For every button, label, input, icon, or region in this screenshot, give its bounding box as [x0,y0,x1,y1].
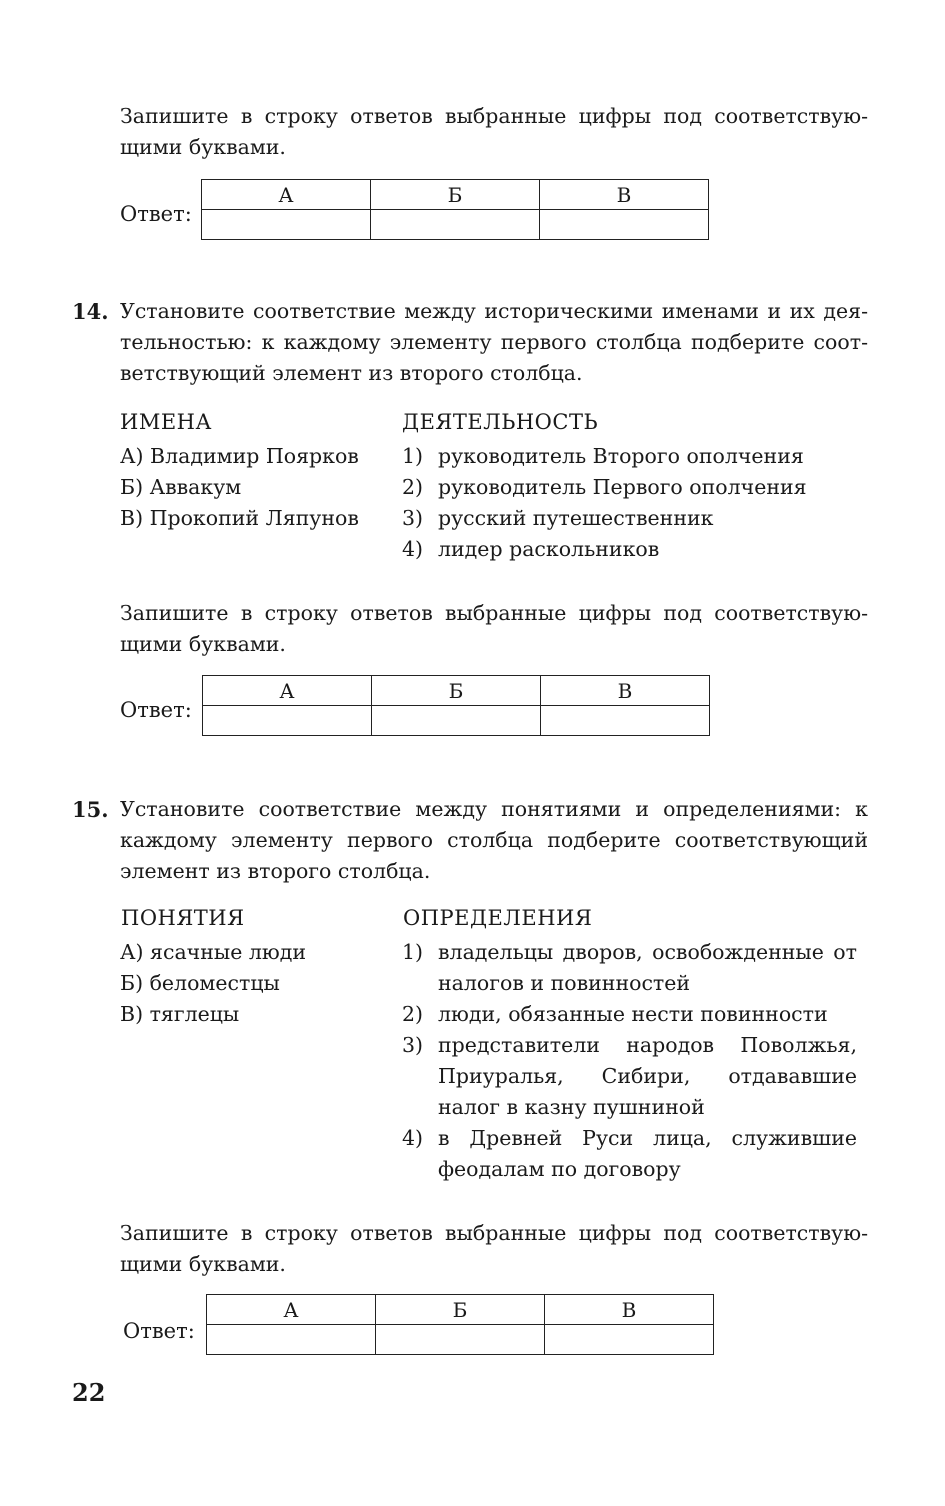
q14-instruction: Запишите в строку ответов выбранные цифры под соответствующими буквами. [120,601,868,656]
q15-answer-label: Ответ: [123,1319,195,1343]
q15-answer-cell-a[interactable] [207,1325,376,1355]
q13-header-b: Б [371,180,540,210]
q14-right-item: 4) лидер раскольников [402,537,660,561]
q15-right-heading: ОПРЕДЕЛЕНИЯ [403,906,593,930]
q14-right-item: 3) русский путешественник [402,506,714,530]
q13-instruction: Запишите в строку ответов выбранные цифры под соответствующими буквами. [120,104,868,159]
q15-right-item: 2) люди, обязанные нести повинности [402,1002,828,1026]
q14-left-item: В) Прокопий Ляпунов [120,506,359,530]
q15-answer-cell-b[interactable] [376,1325,545,1355]
q15-header-b: Б [376,1295,545,1325]
q13-answer-label: Ответ: [120,202,192,226]
q14-left-heading: ИМЕНА [120,410,212,434]
q15-answer-table [206,1294,714,1355]
q14-text: Установите соответствие между историческими именами и их деятельностью: к каждому элементу первого столбца подберите соответствующий элемент из второго столбца. [120,299,868,385]
q13-header-v: В [540,180,709,210]
q15-left-item: Б) беломестцы [120,971,280,995]
q14-answer-label: Ответ: [120,698,192,722]
q14-right-list [402,441,857,565]
q15-right-list [402,937,857,1185]
q15-right-item: 4) в Древней Руси лица, служившие феодалам по договору [402,1126,857,1181]
q14-answer-cell-b[interactable] [372,706,541,736]
page-number: 22 [72,1378,106,1407]
q14-answer-cell-v[interactable] [541,706,710,736]
q15-text: Установите соответствие между понятиями и определениями: к каждому элементу первого столбца подберите соответствующий элемент из второго столбца. [120,797,868,883]
q14-header-v: В [541,676,710,706]
q14-right-heading: ДЕЯТЕЛЬНОСТЬ [402,410,599,434]
q15-left-list [120,937,306,1030]
q15-left-item: В) тяглецы [120,1002,240,1026]
q13-answer-table [201,179,709,240]
q15-answer-cell-v[interactable] [545,1325,714,1355]
q14-right-item: 1) руководитель Второго ополчения [402,444,804,468]
q13-header-a: А [202,180,371,210]
q15-number: 15. [72,797,109,822]
q14-left-list [120,441,359,534]
q13-answer-cell-a[interactable] [202,210,371,240]
q15-header-a: А [207,1295,376,1325]
q14-answer-table [202,675,710,736]
q14-header-b: Б [372,676,541,706]
q15-right-item: 1) владельцы дворов, освобожденные от налогов и повинностей [402,940,857,995]
q14-number: 14. [72,299,109,324]
q14-left-item: А) Владимир Поярков [120,444,359,468]
q13-answer-cell-v[interactable] [540,210,709,240]
q14-header-a: А [203,676,372,706]
q14-answer-cell-a[interactable] [203,706,372,736]
q15-instruction: Запишите в строку ответов выбранные цифры под соответствующими буквами. [120,1221,868,1276]
q15-left-heading: ПОНЯТИЯ [121,906,245,930]
q14-right-item: 2) руководитель Первого ополчения [402,475,807,499]
q13-answer-cell-b[interactable] [371,210,540,240]
q15-left-item: А) ясачные люди [120,940,307,964]
q15-header-v: В [545,1295,714,1325]
q15-right-item: 3) представители народов Поволжья, Приуралья, Сибири, отдававшие налог в казну пушниной [402,1033,857,1119]
q14-left-item: Б) Аввакум [120,475,242,499]
